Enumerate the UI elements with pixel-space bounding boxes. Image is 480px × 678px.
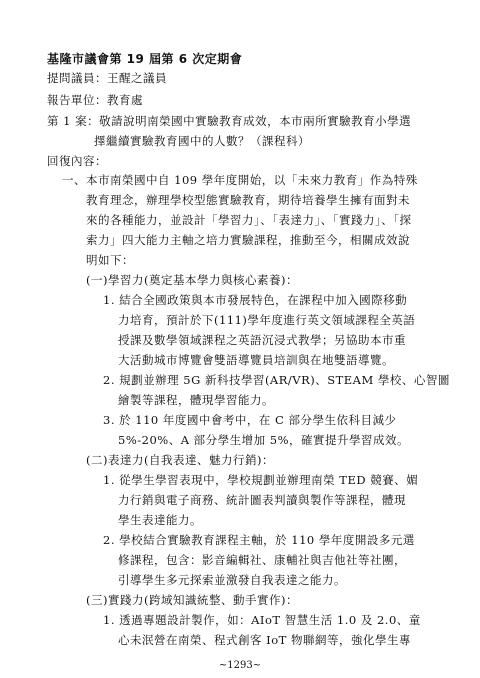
question-line-2: 擇繼續實驗教育國中的人數？（課程科）	[94, 134, 310, 148]
practice-line: 1. 透過專題設計製作，如：AIoT 智慧生活 1.0 及 2.0、童	[103, 613, 421, 627]
expression-heading: (二)表達力(自我表達、魅力行銷)：	[86, 453, 274, 467]
expression-line: 學生表達能力。	[118, 513, 202, 527]
question-line-1: 第 1 案：敬請說明南榮國中實驗教育成效，本市兩所實驗教育小學選	[47, 114, 412, 128]
learning-line: 5%-20%、A 部分學生增加 5%，確實提升學習成效。	[118, 433, 410, 447]
learning-line: 繪製等課程，體現學習能力。	[118, 393, 274, 407]
reporter-line: 報告單位：教育處	[47, 93, 143, 107]
expression-line: 1. 從學生學習表現中，學校規劃並辦理南榮 TED 競賽、媚	[103, 473, 419, 487]
learning-line: 力培育，預計於下(111)學年度進行英文領域課程全英語	[118, 313, 416, 327]
section-1-line: 索力」四大能力主軸之培力實驗課程，推動至今，相關成效說	[86, 233, 410, 247]
document-title: 基隆市議會第 19 屆第 6 次定期會	[47, 52, 243, 66]
learning-line: 大活動城市博覽會雙語導覽員培訓與在地雙語導覽。	[118, 353, 394, 367]
practice-heading: (三)實踐力(跨域知識統整、動手實作)：	[86, 593, 298, 607]
section-1-line: 教育理念，辦理學校型態實驗教育，期待培養學生擁有面對未	[86, 193, 410, 207]
learning-line: 1. 結合全國政策與本市發展特色，在課程中加入國際移動	[103, 293, 408, 307]
learning-line: 2. 規劃並辦理 5G 新科技學習(AR/VR)、STEAM 學校、心智圖	[103, 373, 450, 387]
expression-line: 2. 學校結合實驗教育課程主軸，於 110 學年度開設多元選	[103, 533, 415, 547]
learning-line: 授課及數學領域課程之英語沉浸式教學；另協助本市重	[118, 333, 406, 347]
questioner-line: 提問議員：王醒之議員	[47, 71, 167, 85]
section-1-line: 來的各種能力，並設計「學習力」、「表達力」、「實踐力」、「探	[86, 213, 412, 227]
expression-line: 力行銷與電子商務、統計圖表判讀與製作等課程，體現	[118, 493, 406, 507]
expression-line: 修課程，包含：影音編輯社、康輔社與吉他社等社團，	[118, 553, 406, 567]
page-number: ~1293~	[218, 660, 262, 671]
learning-line: 3. 於 110 年度國中會考中，在 C 部分學生依科目減少	[103, 413, 397, 427]
reply-label: 回復內容：	[47, 154, 107, 168]
practice-line: 心未泯營在南榮、程式創客 IoT 物聯網等，強化學生專	[118, 633, 411, 647]
learning-heading: (一)學習力(奠定基本學力與核心素養)：	[86, 273, 298, 287]
expression-line: 引導學生多元探索並激發自我表達之能力。	[118, 573, 346, 587]
section-1-line: 明如下：	[86, 253, 134, 267]
section-1-line: 一、本市南榮國中自 109 學年度開始，以「未來力教育」作為特殊	[62, 173, 418, 187]
